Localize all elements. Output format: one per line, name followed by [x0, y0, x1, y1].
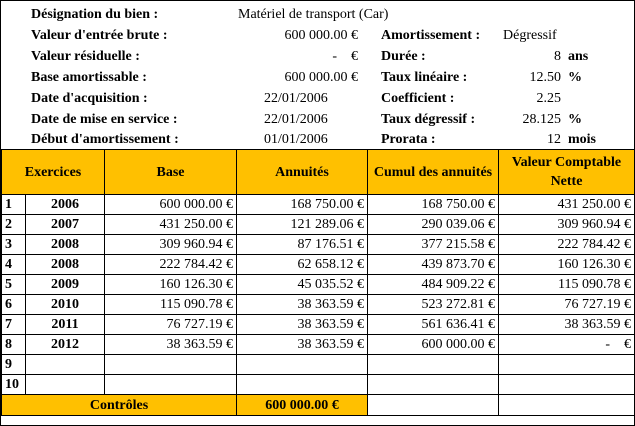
row-base: 600 000.00 € — [105, 195, 237, 215]
taux-degressif-unit: % — [568, 112, 582, 127]
amortization-table — [1, 149, 635, 416]
table-row — [2, 295, 635, 315]
header-cumul: Cumul des annuités — [368, 150, 499, 195]
row-index: 2 — [2, 215, 26, 235]
header-vcn: Valeur Comptable Nette — [499, 150, 635, 195]
row-cumul: 523 272.81 € — [368, 295, 499, 315]
row-year: 2006 — [26, 195, 105, 215]
taux-lineaire-unit: % — [568, 70, 582, 85]
row-index: 6 — [2, 295, 26, 315]
header-exercices: Exercices — [2, 150, 105, 195]
row-base: 431 250.00 € — [105, 215, 237, 235]
prorata-unit: mois — [568, 132, 596, 147]
base-amortissable-label: Base amortissable : — [31, 70, 147, 85]
valeur-residuelle-label: Valeur résiduelle : — [31, 49, 140, 64]
row-year: 2008 — [26, 255, 105, 275]
row-annuite: 38 363.59 € — [237, 295, 368, 315]
row-cumul: 377 215.58 € — [368, 235, 499, 255]
asset-info-panel — [1, 1, 634, 149]
duree-value: 8 — [554, 49, 561, 64]
debut-amortissement-value: 01/01/2006 — [264, 132, 328, 147]
row-base: 115 090.78 € — [105, 295, 237, 315]
row-cumul: 168 750.00 € — [368, 195, 499, 215]
date-service-value: 22/01/2006 — [264, 112, 328, 127]
coefficient-value: 2.25 — [536, 91, 561, 106]
duree-unit: ans — [568, 49, 589, 64]
row-index: 1 — [2, 195, 26, 215]
row-cumul: 290 039.06 € — [368, 215, 499, 235]
row-index: 5 — [2, 275, 26, 295]
row-year: 2007 — [26, 215, 105, 235]
row-vcn: 309 960.94 € — [499, 215, 635, 235]
designation-value: Matériel de transport (Car) — [238, 7, 389, 22]
row-annuite: 121 289.06 € — [237, 215, 368, 235]
row-year: 2009 — [26, 275, 105, 295]
designation-label: Désignation du bien : — [31, 7, 159, 22]
row-base: 76 727.19 € — [105, 315, 237, 335]
table-row — [2, 195, 635, 215]
row-annuite — [237, 375, 368, 395]
row-annuite: 38 363.59 € — [237, 335, 368, 355]
table-row — [2, 375, 635, 395]
table-row — [2, 335, 635, 355]
row-cumul — [368, 355, 499, 375]
row-index: 8 — [2, 335, 26, 355]
row-cumul: 600 000.00 € — [368, 335, 499, 355]
row-annuite: 45 035.52 € — [237, 275, 368, 295]
row-cumul — [368, 375, 499, 395]
row-year: 2011 — [26, 315, 105, 335]
valeur-entree-label: Valeur d'entrée brute : — [31, 28, 168, 43]
valeur-residuelle-value: - € — [332, 49, 358, 64]
table-header-row — [2, 150, 635, 195]
row-vcn — [499, 355, 635, 375]
row-vcn: 115 090.78 € — [499, 275, 635, 295]
taux-lineaire-label: Taux linéaire : — [381, 70, 468, 85]
row-index: 10 — [2, 375, 26, 395]
row-annuite — [237, 355, 368, 375]
row-year — [26, 355, 105, 375]
table-row — [2, 255, 635, 275]
row-year: 2010 — [26, 295, 105, 315]
duree-label: Durée : — [381, 49, 426, 64]
footer-total: 600 000.00 € — [237, 395, 368, 416]
date-service-label: Date de mise en service : — [31, 112, 178, 127]
row-annuite: 62 658.12 € — [237, 255, 368, 275]
date-acquisition-value: 22/01/2006 — [264, 91, 328, 106]
header-annuites: Annuités — [237, 150, 368, 195]
date-acquisition-label: Date d'acquisition : — [31, 91, 148, 106]
row-index: 7 — [2, 315, 26, 335]
row-index: 4 — [2, 255, 26, 275]
row-year: 2008 — [26, 235, 105, 255]
coefficient-label: Coefficient : — [381, 91, 455, 106]
taux-degressif-label: Taux dégressif : — [381, 112, 476, 127]
row-vcn: 76 727.19 € — [499, 295, 635, 315]
valeur-entree-value: 600 000.00 € — [284, 28, 358, 43]
row-cumul: 439 873.70 € — [368, 255, 499, 275]
footer-label: Contrôles — [2, 395, 237, 416]
row-vcn: 160 126.30 € — [499, 255, 635, 275]
row-vcn: 38 363.59 € — [499, 315, 635, 335]
row-year — [26, 375, 105, 395]
table-row — [2, 355, 635, 375]
row-base: 38 363.59 € — [105, 335, 237, 355]
amortissement-value: Dégressif — [503, 28, 557, 43]
table-row — [2, 315, 635, 335]
row-vcn — [499, 375, 635, 395]
amortissement-label: Amortissement : — [381, 28, 481, 43]
footer-empty-cell — [368, 395, 499, 416]
row-base: 160 126.30 € — [105, 275, 237, 295]
row-vcn: 431 250.00 € — [499, 195, 635, 215]
prorata-value: 12 — [547, 132, 561, 147]
row-vcn: 222 784.42 € — [499, 235, 635, 255]
row-annuite: 38 363.59 € — [237, 315, 368, 335]
table-row — [2, 275, 635, 295]
debut-amortissement-label: Début d'amortissement : — [31, 132, 179, 147]
footer-empty-cell — [499, 395, 635, 416]
row-index: 3 — [2, 235, 26, 255]
row-cumul: 484 909.22 € — [368, 275, 499, 295]
table-row — [2, 215, 635, 235]
prorata-label: Prorata : — [381, 132, 436, 147]
row-index: 9 — [2, 355, 26, 375]
row-year: 2012 — [26, 335, 105, 355]
row-vcn: - € — [499, 335, 635, 355]
taux-degressif-value: 28.125 — [522, 112, 561, 127]
base-amortissable-value: 600 000.00 € — [284, 70, 358, 85]
row-cumul: 561 636.41 € — [368, 315, 499, 335]
row-base: 222 784.42 € — [105, 255, 237, 275]
taux-lineaire-value: 12.50 — [529, 70, 561, 85]
row-base — [105, 355, 237, 375]
row-base: 309 960.94 € — [105, 235, 237, 255]
table-row — [2, 235, 635, 255]
row-annuite: 87 176.51 € — [237, 235, 368, 255]
table-footer-row — [2, 395, 635, 416]
header-base: Base — [105, 150, 237, 195]
row-base — [105, 375, 237, 395]
row-annuite: 168 750.00 € — [237, 195, 368, 215]
